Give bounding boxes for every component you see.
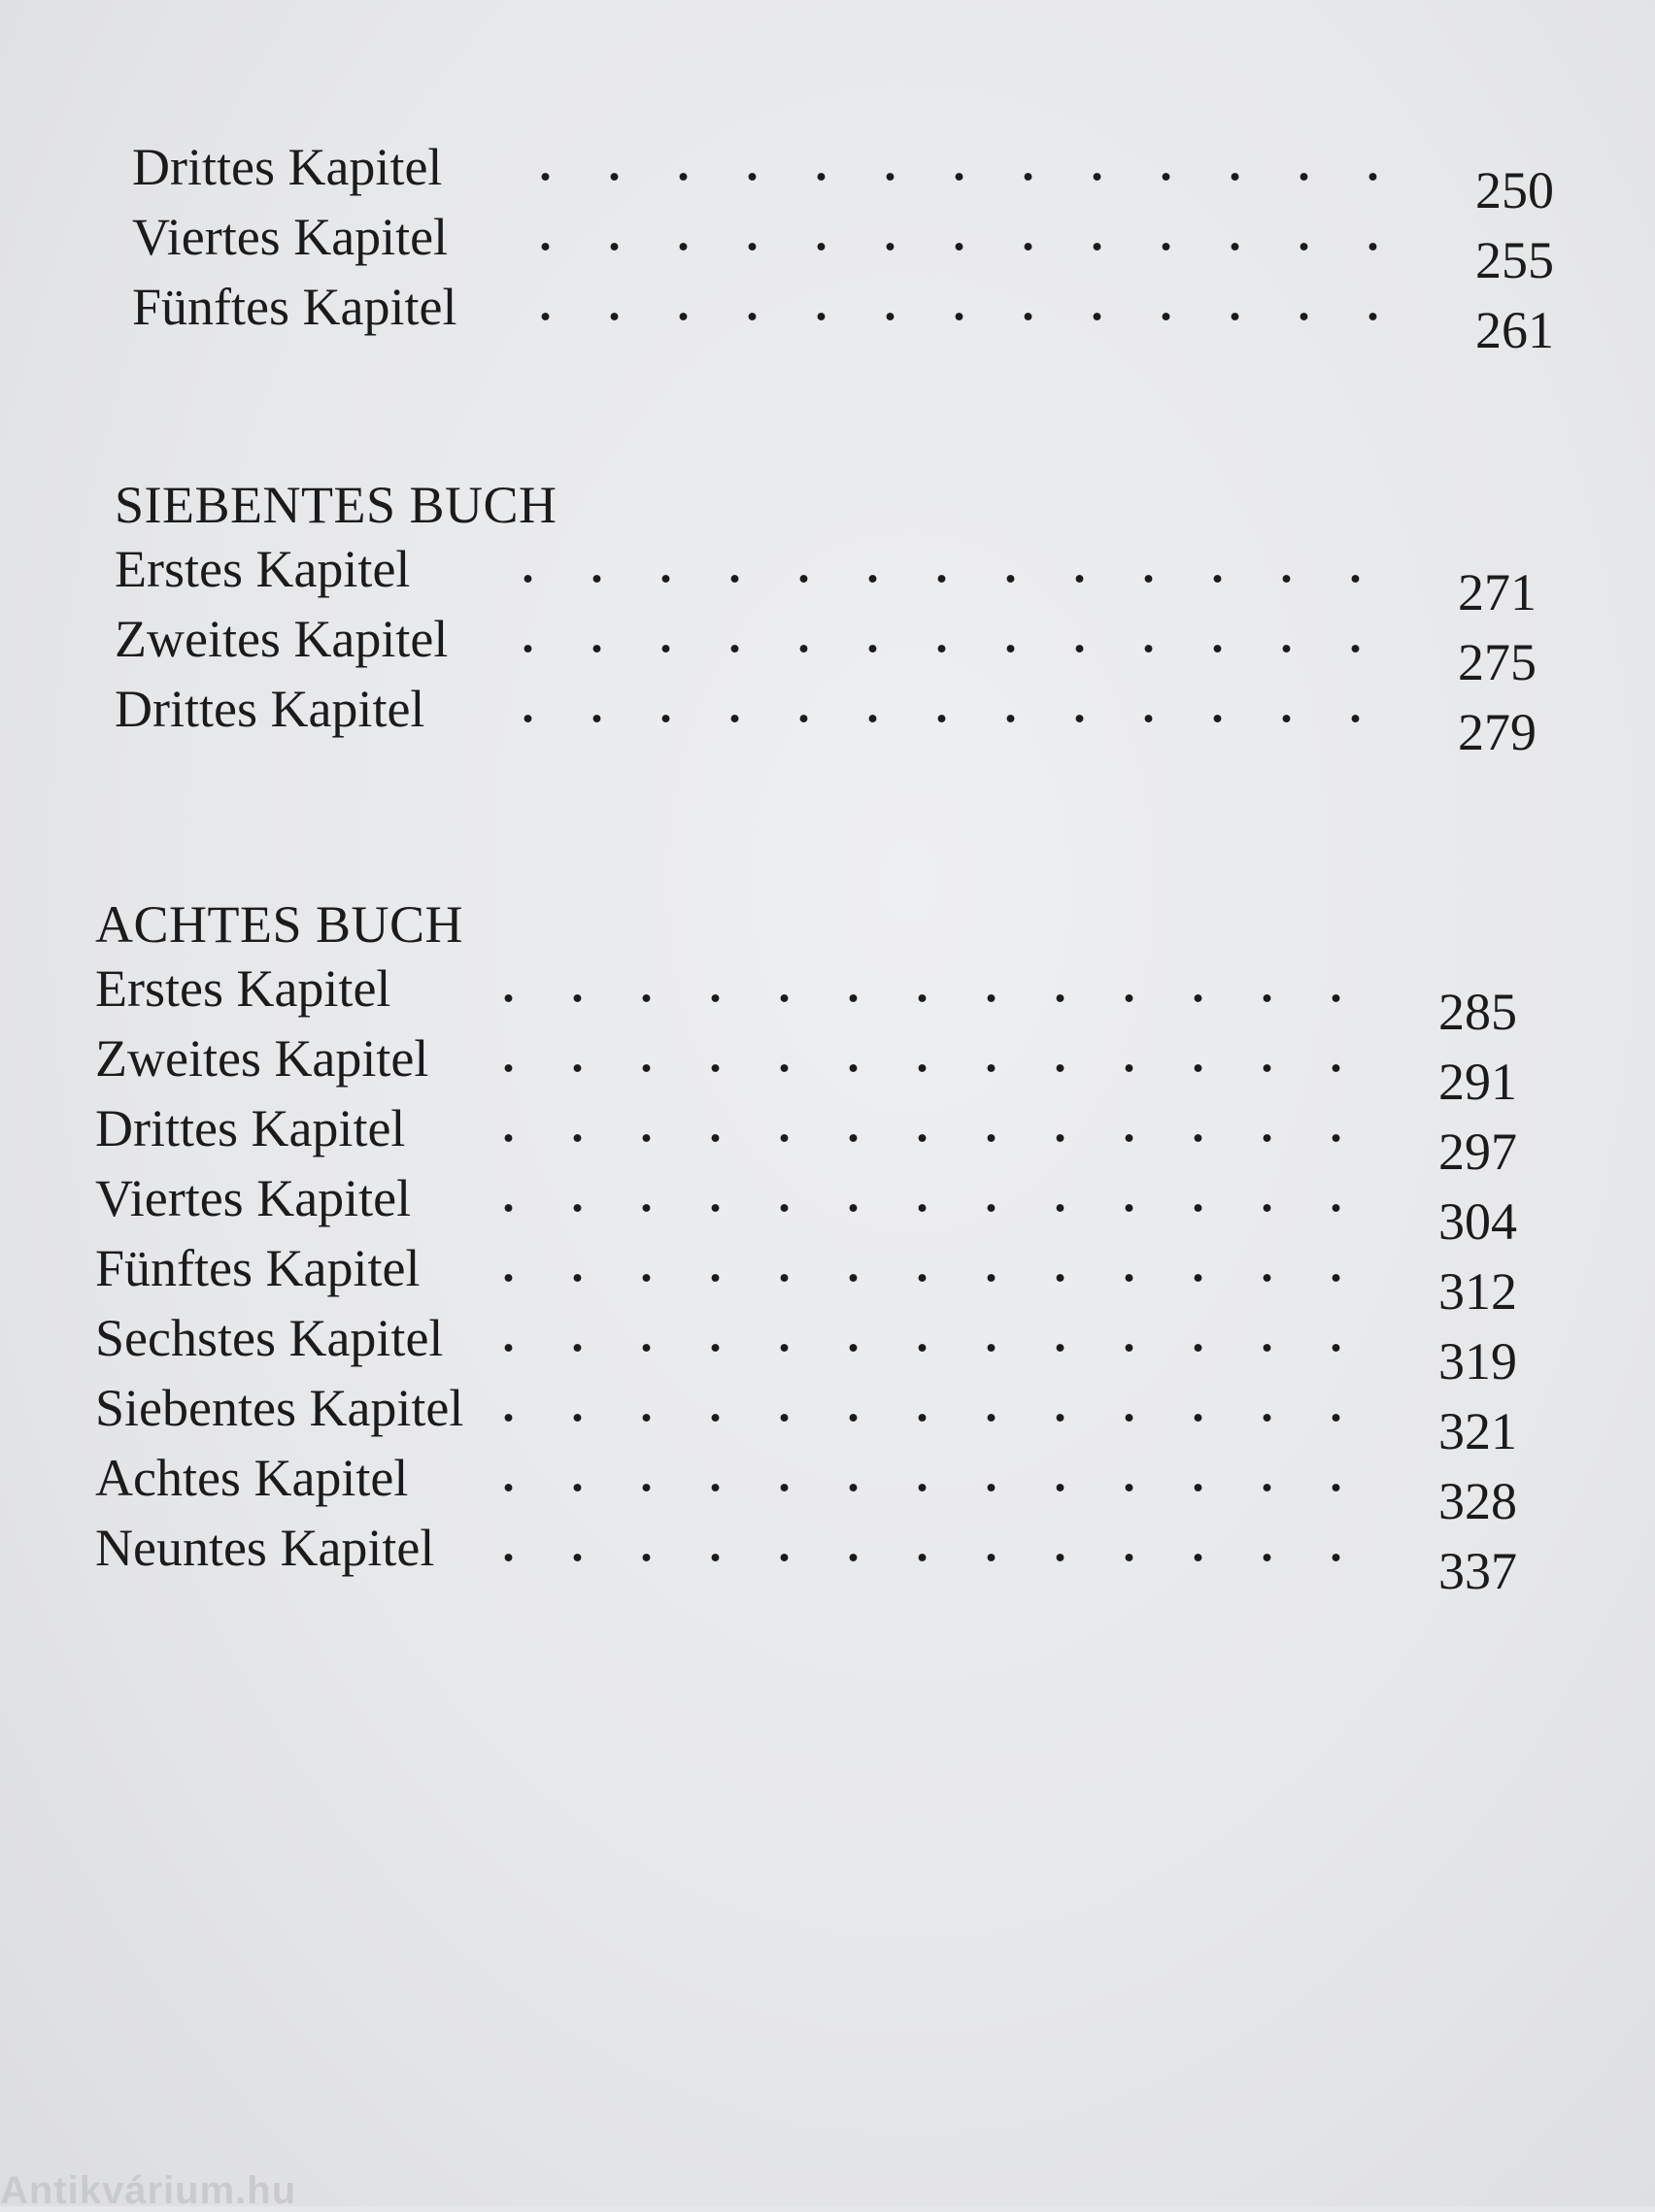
chapter-title: Drittes Kapitel xyxy=(95,1099,406,1157)
page-number: 304 xyxy=(1438,1192,1517,1251)
chapter-title: Viertes Kapitel xyxy=(95,1169,412,1227)
toc-entry xyxy=(95,1027,1591,1111)
chapter-title: Erstes Kapitel xyxy=(95,959,391,1018)
chapter-title: Fünftes Kapitel xyxy=(95,1239,421,1297)
toc-entry xyxy=(95,957,1591,1041)
toc-entry xyxy=(132,206,1628,289)
dot-leader xyxy=(474,994,1387,1002)
toc-entry xyxy=(95,1377,1591,1460)
dot-leader xyxy=(474,1554,1387,1561)
toc-section-book-7 xyxy=(115,474,1610,761)
chapter-title: Viertes Kapitel xyxy=(132,208,449,266)
toc-section-book-8 xyxy=(95,893,1591,1600)
chapter-title: Fünftes Kapitel xyxy=(132,278,457,336)
page-number: 312 xyxy=(1438,1262,1517,1321)
page-number: 321 xyxy=(1438,1402,1517,1460)
dot-leader xyxy=(511,313,1424,320)
dot-leader xyxy=(511,243,1424,251)
toc-section-continued xyxy=(132,136,1628,359)
dot-leader xyxy=(474,1414,1387,1422)
chapter-title: Achtes Kapitel xyxy=(95,1449,409,1507)
page-number: 275 xyxy=(1458,633,1537,691)
chapter-title: Zweites Kapitel xyxy=(95,1029,429,1088)
watermark-text: Antikvárium.hu xyxy=(0,2169,297,2212)
page-number: 337 xyxy=(1438,1542,1517,1600)
chapter-title: Drittes Kapitel xyxy=(115,680,425,738)
page-number: 250 xyxy=(1475,161,1554,219)
page-number: 285 xyxy=(1438,983,1517,1041)
book-heading: ACHTES BUCH xyxy=(95,895,464,954)
toc-entry xyxy=(95,1097,1591,1181)
chapter-title: Zweites Kapitel xyxy=(115,610,449,668)
dot-leader xyxy=(474,1484,1387,1491)
toc-entry xyxy=(132,136,1628,219)
page-number: 319 xyxy=(1438,1332,1517,1391)
toc-entry xyxy=(132,276,1628,359)
page-number: 261 xyxy=(1475,301,1554,359)
dot-leader xyxy=(474,1134,1387,1142)
toc-entry xyxy=(95,1237,1591,1321)
chapter-title: Neuntes Kapitel xyxy=(95,1519,435,1577)
chapter-title: Drittes Kapitel xyxy=(132,138,443,196)
dot-leader xyxy=(493,575,1406,583)
book-heading: SIEBENTES BUCH xyxy=(115,476,557,534)
dot-leader xyxy=(511,173,1424,181)
dot-leader xyxy=(474,1274,1387,1282)
toc-entry xyxy=(95,1307,1591,1391)
dot-leader xyxy=(474,1344,1387,1352)
toc-entry xyxy=(115,678,1610,761)
page-number: 255 xyxy=(1475,231,1554,289)
toc-entry xyxy=(95,1167,1591,1251)
page-number: 291 xyxy=(1438,1053,1517,1111)
page-number: 279 xyxy=(1458,703,1537,761)
chapter-title: Erstes Kapitel xyxy=(115,540,411,598)
toc-entry xyxy=(95,1517,1591,1600)
page-number: 271 xyxy=(1458,563,1537,621)
chapter-title: Siebentes Kapitel xyxy=(95,1379,464,1437)
toc-entry xyxy=(115,538,1610,621)
toc-entry xyxy=(95,1447,1591,1530)
dot-leader xyxy=(493,645,1406,653)
dot-leader xyxy=(493,715,1406,722)
dot-leader xyxy=(474,1204,1387,1212)
toc-entry xyxy=(115,608,1610,691)
page-number: 328 xyxy=(1438,1472,1517,1530)
page-number: 297 xyxy=(1438,1123,1517,1181)
chapter-title: Sechstes Kapitel xyxy=(95,1309,444,1367)
dot-leader xyxy=(474,1064,1387,1072)
